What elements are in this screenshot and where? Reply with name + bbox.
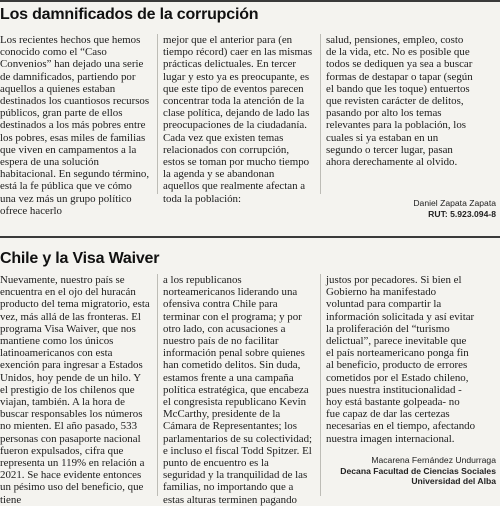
- column-divider: [320, 34, 321, 194]
- column-divider: [157, 274, 158, 496]
- letter-headline: Chile y la Visa Waiver: [0, 250, 160, 267]
- letter-column-3: [326, 34, 476, 168]
- signature-name: Macarena Fernández Undurraga: [371, 455, 496, 465]
- letter-signature: [413, 198, 496, 219]
- column-text: a los republicanos norteamericanos liderando una ofensiva contra Chile para terminar con el programa; y por otro lado, con acusaciones a nuestro país de no facilitar información penal sobre quienes han cometido delitos. Sin duda, estamos frente a una campaña política estratégica, que encabeza el congresista republicano Kevin McCarthy, presidente de la Cámara de Representantes; los parlamentarios de su colectividad; e incluso el fiscal Todd Spitzer. El punto de encuentro es la seguridad y la tranquilidad de las familias, no importando que a estas alturas terminen pagando: [163, 274, 313, 506]
- letter-headline: Los damnificados de la corrupción: [0, 6, 259, 23]
- letter-column-2: [163, 34, 313, 205]
- letter-column-3: [326, 274, 476, 445]
- column-divider: [157, 34, 158, 194]
- signature-org: Universidad del Alba: [411, 476, 496, 486]
- signature-role: Decana Facultad de Ciencias Sociales: [340, 465, 496, 476]
- letter-column-1: [0, 34, 150, 217]
- column-text: Los recientes hechos que hemos conocido como el “Caso Convenios” han dejado una serie de damnificados, partiendo por aquellos a quienes estaban destinados los cuantiosos recursos públicos, gran parte de ellos destinados a los más pobres entre los pobres, esas miles de familias que viven en campamentos a la espera de una solución habitacional. En segundo término, está la fe pública que ve cómo una vez más un grupo político ofrece hacerlo: [0, 34, 150, 217]
- letter-corruption: [0, 0, 500, 232]
- column-text: salud, pensiones, empleo, costo de la vida, etc. No es posible que todos se dediquen ya sea a buscar formas de destapar o tapar (según el bando que les toque) entuertos que revisten carácter de delitos, pasando por alto los temas relevantes para la población, los cuales si ya estaban en un segundo o tercer lugar, pasan ahora derechamente al olvido.: [326, 34, 473, 169]
- column-divider: [320, 274, 321, 496]
- signature-name: Daniel Zapata Zapata: [413, 198, 496, 208]
- letter-column-2: [163, 274, 313, 506]
- column-text: Nuevamente, nuestro país se encuentra en el ojo del huracán producto del tema migratorio, esta vez, más allá de las fronteras. El programa Visa Waiver, que nos mantiene como los únicos latinoamericanos con esta exención para ingresar a Estados Unidos, hoy pende de un hilo. Y el prestigio de los chilenos que viajan, también. A la hora de buscar responsables los números no mienten. El año pasado, 533 personas con pasaporte nacional fueron expulsados, cifra que representa un 119% en relación a 2021. Se hace evidente entonces un pésimo uso del beneficio, que tiene: [0, 274, 150, 506]
- column-text: justos por pecadores. Si bien el Gobierno ha manifestado voluntad para compartir la información solicitada y así evitar la proliferación del “turismo delictual”, parece inevitable que el país norteamericano ponga fin al beneficio, producto de errores cometidos por el Estado chileno, pues nuestra institucionalidad -hoy está bastante golpeada- no fue capaz de dar las certezas necesarias en el tiempo, afectando nuestra imagen internacional.: [326, 274, 476, 445]
- signature-role: RUT: 5.923.094-8: [428, 208, 496, 219]
- letter-signature: [340, 455, 496, 487]
- letter-column-1: [0, 274, 150, 506]
- column-text: mejor que el anterior para (en tiempo récord) caer en las mismas prácticas delictuales. En tercer lugar y esto ya es preocupante, es que este tipo de eventos parecen concentrar toda la atención de la clase política, dejando de lado las preocupaciones de la ciudadanía. Cada vez que existen temas relacionados con corrupción, estos se toman por mucho tiempo la agenda y se abandonan aquellos que realmente afectan a toda la población:: [163, 34, 313, 205]
- letter-visa-waiver: [0, 236, 500, 506]
